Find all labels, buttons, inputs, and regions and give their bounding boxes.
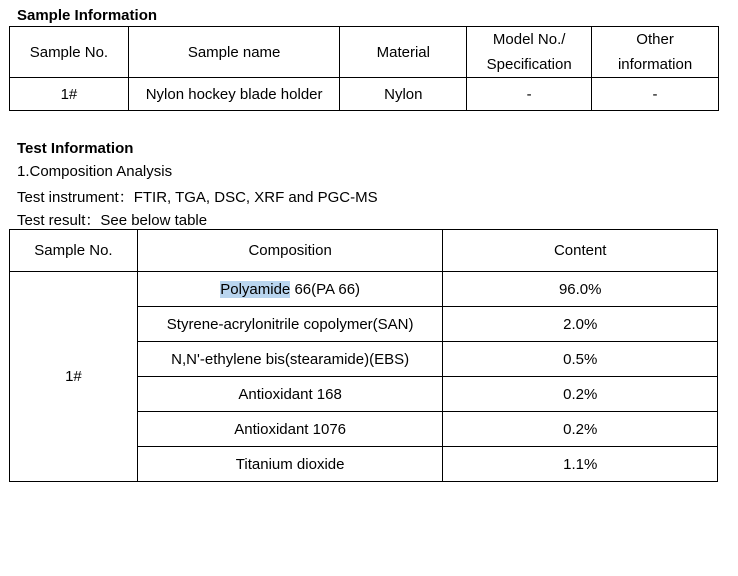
cell-composition: N,N'-ethylene bis(stearamide)(EBS) [137, 342, 443, 377]
header-other-line1: Other [636, 31, 674, 48]
composition-row [10, 272, 718, 307]
cell-material: Nylon [340, 78, 467, 111]
cell-content: 96.0% [443, 272, 718, 307]
sample-info-header-row [10, 27, 719, 78]
selected-text-highlight[interactable]: Polyamide [220, 280, 291, 298]
cell-composition: Antioxidant 1076 [137, 412, 443, 447]
cell-composition [137, 272, 443, 307]
cell-sample-no: 1# [10, 78, 129, 111]
cell-composition: Titanium dioxide [137, 447, 443, 482]
header-sample-no: Sample No. [10, 27, 129, 78]
cell-content: 0.2% [443, 377, 718, 412]
cell-sample-name: Nylon hockey blade holder [128, 78, 340, 111]
cell-composition: Styrene-acrylonitrile copolymer(SAN) [137, 307, 443, 342]
composition-analysis-heading: 1.Composition Analysis [17, 163, 173, 180]
test-result-line: Test result：See below table [17, 212, 208, 229]
cell-content: 0.2% [443, 412, 718, 447]
header-other-information [592, 27, 719, 78]
cell-composition: Antioxidant 168 [137, 377, 443, 412]
composition-header-row [10, 230, 718, 272]
header-content: Content [443, 230, 718, 272]
cell-other: - [592, 78, 719, 111]
composition-name-rest: 66(PA 66) [290, 280, 361, 298]
cell-content: 1.1% [443, 447, 718, 482]
composition-table [9, 229, 718, 482]
header-composition: Composition [137, 230, 443, 272]
header-other-line2: information [617, 56, 693, 73]
sample-information-title: Sample Information [17, 7, 158, 24]
header-sample-no: Sample No. [10, 230, 138, 272]
test-instrument-line: Test instrument：FTIR, TGA, DSC, XRF and PGC-MS [17, 189, 378, 206]
header-model-line1: Model No./ [492, 31, 566, 48]
sample-info-row [10, 78, 719, 111]
header-model-line2: Specification [486, 56, 572, 73]
cell-content: 0.5% [443, 342, 718, 377]
sample-info-table [9, 26, 719, 111]
cell-model: - [467, 78, 592, 111]
cell-content: 2.0% [443, 307, 718, 342]
cell-sample-no: 1# [10, 272, 138, 482]
header-material: Material [340, 27, 467, 78]
header-model-specification [467, 27, 592, 78]
header-sample-name: Sample name [128, 27, 340, 78]
test-information-title: Test Information [17, 140, 134, 157]
